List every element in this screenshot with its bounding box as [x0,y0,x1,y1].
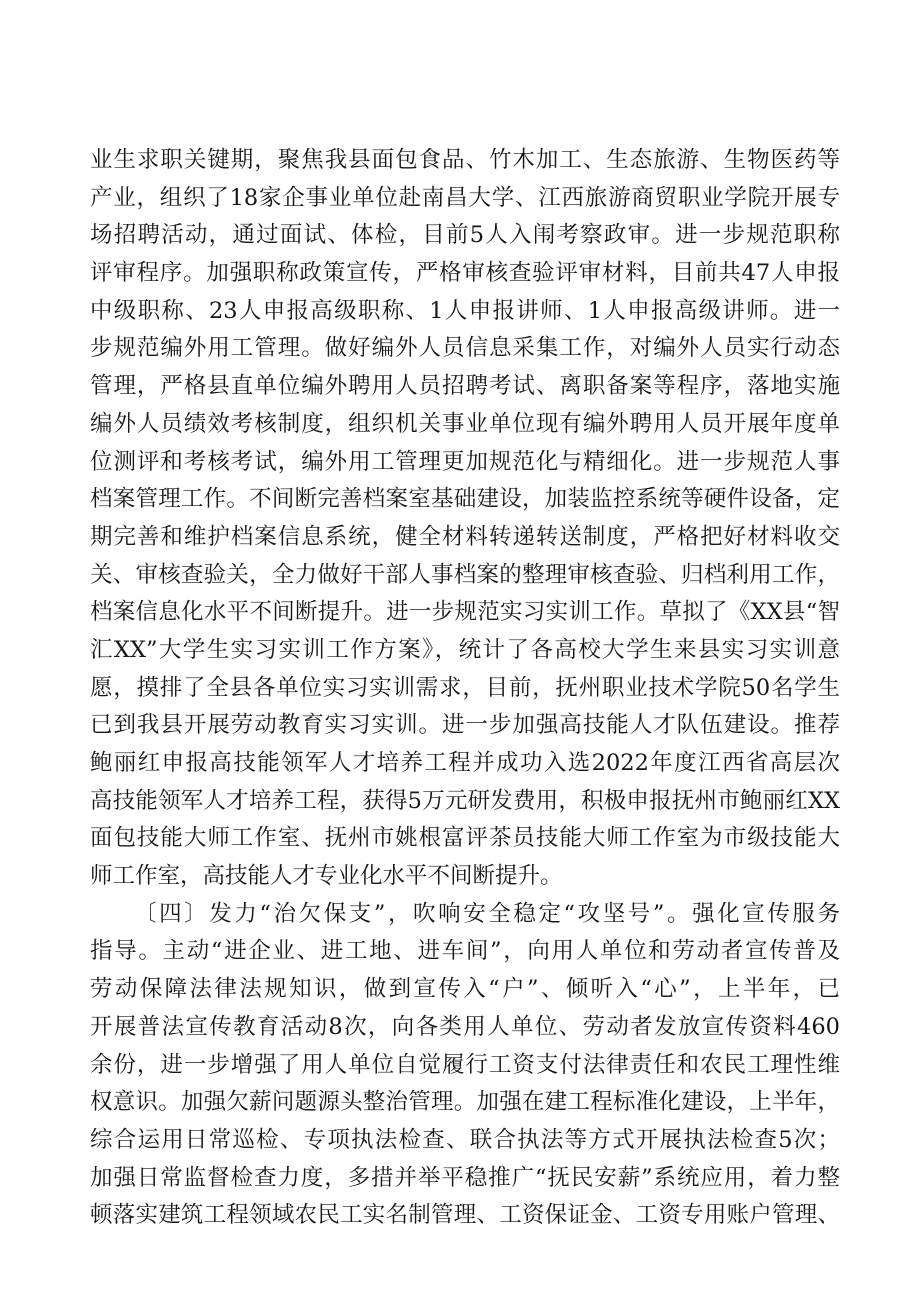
text-line: 顿落实建筑工程领域农民工实名制管理、工资保证金、工资专用账户管理、 [90,1202,840,1229]
text-line: 中级职称、23人申报高级职称、1人申报讲师、1人申报高级讲师。进一 [90,297,840,324]
text-line: 管理，严格县直单位编外聘用人员招聘考试、离职备案等程序，落地实施 [90,373,840,400]
text-line: 指导。主动“进企业、进工地、进车间”，向用人单位和劳动者宣传普及 [90,938,840,965]
text-line: 综合运用日常巡检、专项执法检查、联合执法等方式开展执法检查5次； [90,1126,840,1153]
body-text [90,142,840,1235]
text-line: 业生求职关键期，聚焦我县面包食品、竹木加工、生态旅游、生物医药等 [90,147,840,173]
text-line: 鲍丽红申报高技能领军人才培养工程并成功入选2022年度江西省高层次 [90,750,840,776]
text-line: 期完善和维护档案信息系统，健全材料转递转送制度，严格把好材料收交 [90,523,840,550]
text-line: 愿，摸排了全县各单位实习实训需求，目前，抚州职业技术学院50名学生 [90,674,840,701]
text-line: 位测评和考核考试，编外用工管理更加规范化与精细化。进一步规范人事 [90,448,840,475]
text-line: 开展普法宣传教育活动8次，向各类用人单位、劳动者发放宣传资料460 [90,1013,840,1040]
text-line: 档案信息化水平不间断提升。进一步规范实习实训工作。草拟了《XX县“智 [90,599,840,626]
text-line: 已到我县开展劳动教育实习实训。进一步加强高技能人才队伍建设。推荐 [90,712,840,739]
text-line: 场招聘活动，通过面试、体检，目前5人入闱考察政审。进一步规范职称 [90,222,840,249]
text-line: 加强日常监督检查力度，多措并举平稳推广“抚民安薪”系统应用，着力整 [90,1164,840,1191]
text-line: 评审程序。加强职称政策宣传，严格审核查验评审材料，目前共47人申报 [90,260,840,287]
text-line: 余份，进一步增强了用人单位自觉履行工资支付法律责任和农民工理性维 [90,1051,840,1078]
text-line: 步规范编外用工管理。做好编外人员信息采集工作，对编外人员实行动态 [90,335,840,362]
text-line: 产业，组织了18家企事业单位赴南昌大学、江西旅游商贸职业学院开展专 [90,184,840,211]
text-line: 面包技能大师工作室、抚州市姚根富评茶员技能大师工作室为市级技能大 [90,825,840,852]
text-line: 高技能领军人才培养工程，获得5万元研发费用，积极申报抚州市鲍丽红XX [90,787,840,814]
text-line: 权意识。加强欠薪问题源头整治管理。加强在建工程标准化建设，上半年， [90,1089,840,1116]
text-line: 劳动保障法律法规知识，做到宣传入“户”、倾听入“心”，上半年，已 [90,976,840,1003]
text-line: 编外人员绩效考核制度，组织机关事业单位现有编外聘用人员开展年度单 [90,410,840,437]
text-line: 〔四〕发力“治欠保支”，吹响安全稳定“攻坚号”。强化宣传服务 [134,900,840,927]
text-line: 关、审核查验关，全力做好干部人事档案的整理审核查验、归档利用工作， [90,561,840,588]
text-line: 档案管理工作。不间断完善档案室基础建设，加装监控系统等硬件设备，定 [90,486,840,513]
text-line: 师工作室，高技能人才专业化水平不间断提升。 [90,863,563,890]
text-line: 汇XX”大学生实习实训工作方案》，统计了各高校大学生来县实习实训意 [90,636,840,663]
